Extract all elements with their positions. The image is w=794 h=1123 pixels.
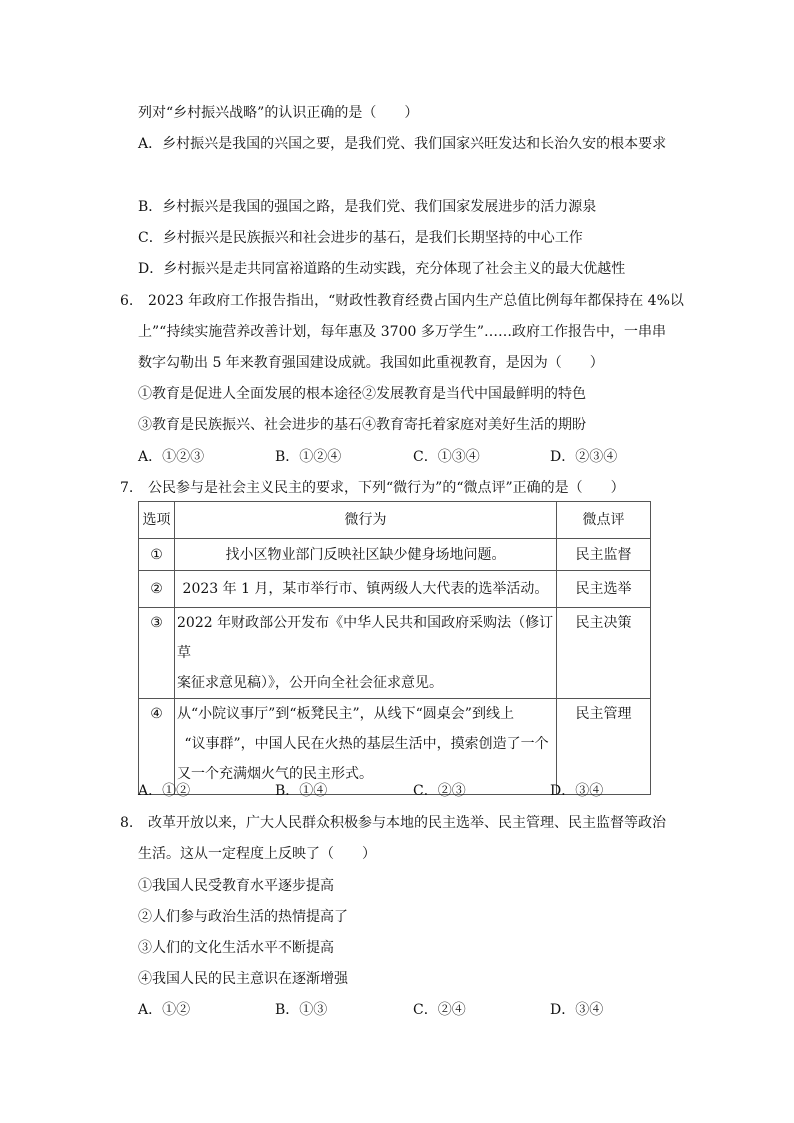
- q8-statement-4: ④我国人民的民主意识在逐渐增强: [138, 971, 348, 987]
- table-row-action-line: 找小区物业部门反映社区缺少健身场地问题。: [225, 546, 506, 563]
- q7-choice-b: B．①④: [275, 783, 328, 799]
- table-row-action-line: 2022 年财政部公开发布《中华人民共和国政府采购法（修订草: [177, 615, 554, 661]
- q6-number: 6.: [120, 293, 134, 309]
- q8-choice-a: A．①②: [138, 1002, 191, 1018]
- table-row-action: [175, 699, 557, 795]
- table-row-id: ②: [139, 571, 175, 608]
- table-row-action-line: “议事群”，中国人民在火热的基层生活中，摸索创造了一个: [184, 736, 549, 752]
- q5-stem-tail: 列对“乡村振兴战略”的认识正确的是（ ）: [138, 105, 419, 121]
- q6-choice-d: D．②③④: [550, 449, 618, 465]
- q5-option-a: A．乡村振兴是我国的兴国之要，是我们党、我们国家兴旺发达和长治久安的根本要求: [138, 136, 667, 152]
- q7-choice-a: A．①②: [138, 783, 191, 799]
- q6-stem-line-3: 数字勾勒出 5 年来教育强国建设成就。我国如此重视教育，是因为（ ）: [138, 355, 604, 371]
- q6-choice-a: A．①②③: [138, 449, 205, 465]
- table-row-action-line: 2023 年 1 月，某市举行市、镇两级人大代表的选举活动。: [182, 581, 549, 597]
- q7-table: [138, 501, 651, 795]
- table-header-micro-comment: 微点评: [557, 502, 651, 539]
- q6-choice-c: C．①③④: [413, 449, 480, 465]
- q5-option-b: B．乡村振兴是我国的强国之路，是我们党、我们国家发展进步的活力源泉: [138, 199, 597, 215]
- table-row-id: ④: [139, 699, 175, 795]
- q6-choice-b: B．①②④: [275, 449, 342, 465]
- table-row: [139, 608, 651, 699]
- table-header-micro-action: 微行为: [175, 502, 557, 539]
- table-row-action: [175, 539, 557, 571]
- q8-choice-b: B．①③: [275, 1002, 328, 1018]
- q7-choice-c: C．②③: [413, 783, 466, 799]
- table-row-action: [175, 571, 557, 608]
- q7-number: 7.: [120, 480, 134, 496]
- q6-statement-2: ③教育是民族振兴、社会进步的基石④教育寄托着家庭对美好生活的期盼: [138, 417, 586, 433]
- q5-option-d: D．乡村振兴是走共同富裕道路的生动实践，充分体现了社会主义的最大优越性: [138, 261, 626, 277]
- q5-option-c: C．乡村振兴是民族振兴和社会进步的基石，是我们长期坚持的中心工作: [138, 230, 583, 246]
- table-row-id: ①: [139, 539, 175, 571]
- table-row-action: [175, 608, 557, 699]
- table-row: [139, 539, 651, 571]
- table-row-action-line: 又一个充满烟火气的民主形式。: [177, 766, 373, 782]
- q8-stem-line-1: 改革开放以来，广大人民群众积极参与本地的民主选举、民主管理、民主监督等政治: [148, 815, 666, 831]
- q8-statement-1: ①我国人民受教育水平逐步提高: [138, 878, 334, 894]
- table-row-comment: 民主管理: [557, 699, 651, 795]
- q6-stem-line-2: 上”“持续实施营养改善计划，每年惠及 3700 多万学生”……政府工作报告中，一串串: [138, 324, 666, 340]
- q6-stem-line-1: 2023 年政府工作报告指出，“财政性教育经费占国内生产总值比例每年都保持在 4%以: [148, 293, 684, 309]
- table-header-option: 选项: [139, 502, 175, 539]
- table-row-action-line: 案征求意见稿）》，公开向全社会征求意见。: [177, 675, 443, 691]
- table-row: [139, 571, 651, 608]
- table-row-comment: 民主选举: [557, 571, 651, 608]
- q8-statement-2: ②人们参与政治生活的热情提高了: [138, 909, 348, 925]
- table-row-id: ③: [139, 608, 175, 699]
- q7-choice-d: D．③④: [550, 783, 604, 799]
- table-header-row: [139, 502, 651, 539]
- q8-statement-3: ③人们的文化生活水平不断提高: [138, 940, 334, 956]
- table-row-comment: 民主监督: [557, 539, 651, 571]
- q8-stem-line-2: 生活。这从一定程度上反映了（ ）: [138, 846, 376, 862]
- table-row-comment: 民主决策: [557, 608, 651, 699]
- table-row-action-line: 从“小院议事厅”到“板凳民主”，从线下“圆桌会”到线上: [177, 706, 514, 722]
- q8-number: 8.: [120, 815, 134, 831]
- q6-statement-1: ①教育是促进人全面发展的根本途径②发展教育是当代中国最鲜明的特色: [138, 386, 586, 402]
- q8-choice-d: D．③④: [550, 1002, 604, 1018]
- q7-stem: 公民参与是社会主义民主的要求，下列“微行为”的“微点评”正确的是（ ）: [148, 480, 625, 496]
- q8-choice-c: C．②④: [413, 1002, 466, 1018]
